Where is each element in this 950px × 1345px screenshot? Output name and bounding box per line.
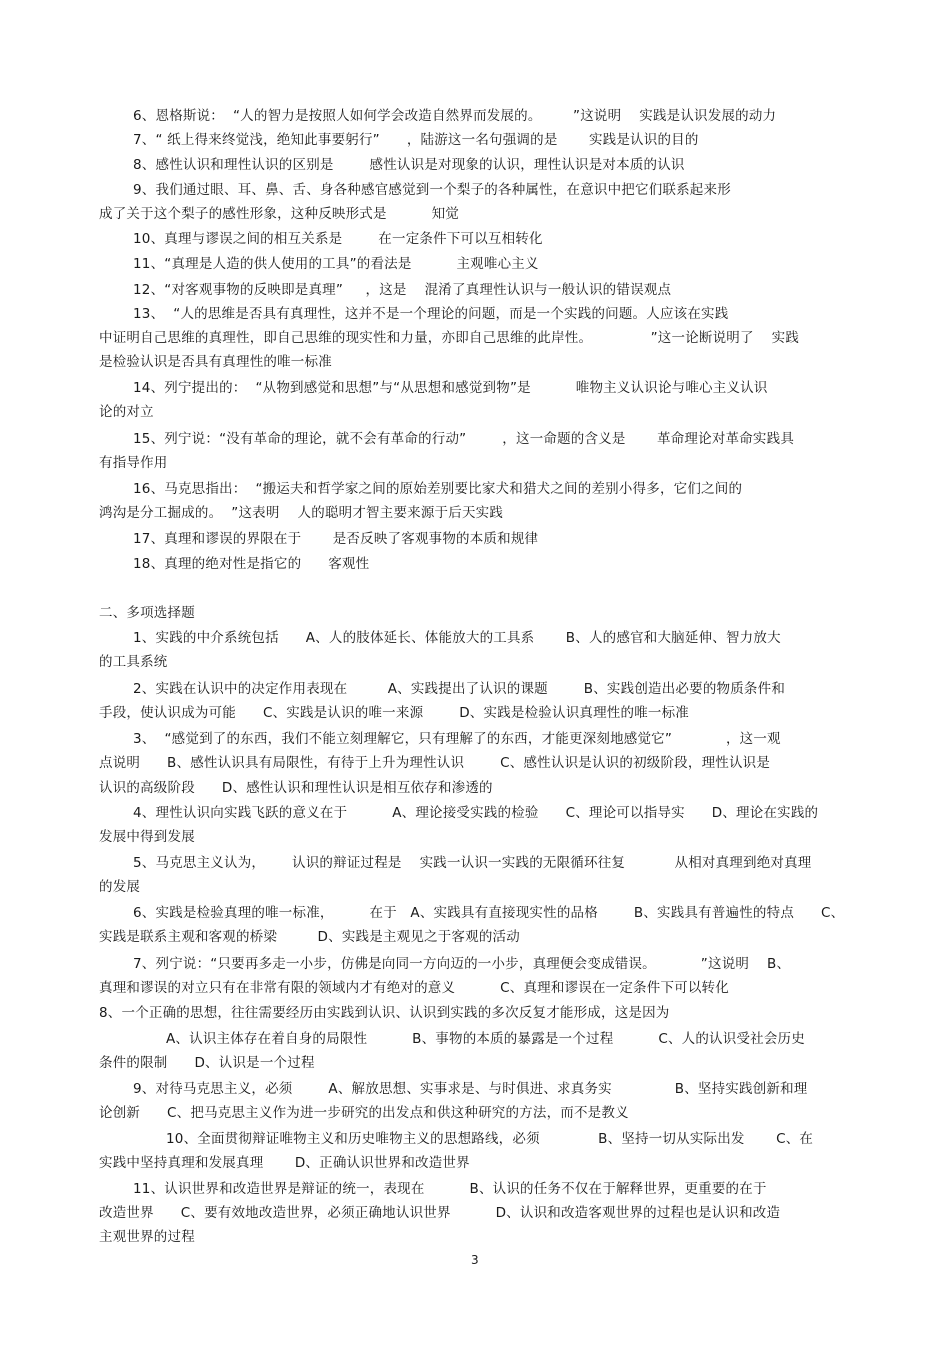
- text-line: 11、“真理是人造的供人使用的工具”的看法是 主观唯心主义: [133, 256, 539, 272]
- text-line: 16、马克思指出： “搬运夫和哲学家之间的原始差别要比家犬和猎犬之间的差别小得多，它们之间的: [133, 481, 743, 497]
- text-line: 8、感性认识和理性认识的区别是 感性认识是对现象的认识，理性认识是对本质的认识: [133, 157, 685, 173]
- text-line: 的发展: [99, 879, 141, 895]
- text-line: 9、对待马克思主义，必须 A、解放思想、实事求是、与时俱进、求真务实 B、坚持实践创新和理: [133, 1081, 808, 1097]
- text-line: 1、实践的中介系统包括 A、人的肢体延长、体能放大的工具系 B、人的感官和大脑延伸、智力放大: [133, 630, 781, 646]
- text-line: 4、理性认识向实践飞跃的意义在于 A、理论接受实践的检验 C、理论可以指导实 D、理论在实践的: [133, 805, 819, 821]
- text-line: 条件的限制 D、认识是一个过程: [99, 1055, 315, 1071]
- text-line: 的工具系统: [99, 654, 168, 670]
- text-line: 8、一个正确的思想，往往需要经历由实践到认识、认识到实践的多次反复才能形成，这是因为: [99, 1005, 670, 1021]
- text-line: 13、 “人的思维是否具有真理性，这并不是一个理论的问题，而是一个实践的问题。人应该在实践: [133, 306, 729, 322]
- text-line: 14、列宁提出的： “从物到感觉和思想”与“从思想和感觉到物”是 唯物主义认识论与唯心主义认识: [133, 380, 768, 396]
- text-line: 10、真理与谬误之间的相互关系是 在一定条件下可以互相转化: [133, 231, 543, 247]
- text-line: A、认识主体存在着自身的局限性 B、事物的本质的暴露是一个过程 C、人的认识受社会历史: [166, 1031, 805, 1047]
- text-line: 2、实践在认识中的决定作用表现在 A、实践提出了认识的课题 B、实践创造出必要的物质条件和: [133, 681, 786, 697]
- text-line: 7、“ 纸上得来终觉浅，绝知此事要躬行” ，陆游这一名句强调的是 实践是认识的目的: [133, 132, 699, 148]
- text-line: 真理和谬误的对立只有在非常有限的领域内才有绝对的意义 C、真理和谬误在一定条件下可以转化: [99, 980, 729, 996]
- text-line: 6、实践是检验真理的唯一标准， 在于 A、实践具有直接现实性的品格 B、实践具有普遍性的特点 C、: [133, 905, 845, 921]
- text-line: 10、全面贯彻辩证唯物主义和历史唯物主义的思想路线，必须 B、坚持一切从实际出发 C、在: [166, 1131, 814, 1147]
- text-line: 9、我们通过眼、耳、鼻、舌、身各种感官感觉到一个梨子的各种属性，在意识中把它们联系起来形: [133, 182, 731, 198]
- text-line: 论创新 C、把马克思主义作为进一步研究的出发点和供这种研究的方法，而不是教义: [99, 1105, 629, 1121]
- section-heading: 二、多项选择题: [99, 605, 195, 621]
- page-number: 3: [471, 1253, 479, 1267]
- text-line: 成了关于这个梨子的感性形象，这种反映形式是 知觉: [99, 206, 460, 222]
- text-line: 实践中坚持真理和发展真理 D、正确认识世界和改造世界: [99, 1155, 470, 1171]
- text-line: 12、“对客观事物的反映即是真理” ，这是 混淆了真理性认识与一般认识的错误观点: [133, 282, 672, 298]
- text-line: 15、列宁说：“没有革命的理论，就不会有革命的行动” ，这一命题的含义是 革命理论对革命实践具: [133, 431, 795, 447]
- text-line: 中证明自己思维的真理性，即自己思维的现实性和力量，亦即自己思维的此岸性。 ”这一论断说明了 实践: [99, 330, 800, 346]
- text-line: 鸿沟是分工掘成的。 ”这表明 人的聪明才智主要来源于后天实践: [99, 505, 504, 521]
- text-line: 6、恩格斯说： “人的智力是按照人如何学会改造自然界而发展的。 ”这说明 实践是认识发展的动力: [133, 108, 777, 124]
- text-line: 11、认识世界和改造世界是辩证的统一，表现在 B、认识的任务不仅在于解释世界，更重要的在于: [133, 1181, 767, 1197]
- text-line: 论的对立: [99, 404, 154, 420]
- text-line: 发展中得到发展: [99, 829, 195, 845]
- text-line: 有指导作用: [99, 455, 168, 471]
- text-line: 改造世界 C、要有效地改造世界，必须正确地认识世界 D、认识和改造客观世界的过程也是认识和改造: [99, 1205, 781, 1221]
- text-line: 18、真理的绝对性是指它的 客观性: [133, 556, 370, 572]
- text-line: 实践是联系主观和客观的桥梁 D、实践是主观见之于客观的活动: [99, 929, 520, 945]
- text-line: 是检验认识是否具有真理性的唯一标准: [99, 354, 332, 370]
- text-line: 17、真理和谬误的界限在于 是否反映了客观事物的本质和规律: [133, 531, 539, 547]
- text-line: 手段，使认识成为可能 C、实践是认识的唯一来源 D、实践是检验认识真理性的唯一标准: [99, 705, 689, 721]
- text-line: 主观世界的过程: [99, 1229, 195, 1245]
- text-line: 7、列宁说：“只要再多走一小步，仿佛是向同一方向迈的一小步，真理便会变成错误。 ”这说明 B、: [133, 956, 791, 972]
- text-line: 5、马克思主义认为， 认识的辩证过程是 实践一认识一实践的无限循环往复 从相对真理到绝对真理: [133, 855, 812, 871]
- text-line: 认识的高级阶段 D、感性认识和理性认识是相互依存和渗透的: [99, 780, 493, 796]
- text-line: 3、 “感觉到了的东西，我们不能立刻理解它，只有理解了的东西，才能更深刻地感觉它” ，这一观: [133, 731, 781, 747]
- text-line: 点说明 B、感性认识具有局限性，有待于上升为理性认识 C、感性认识是认识的初级阶段，理性认识是: [99, 755, 771, 771]
